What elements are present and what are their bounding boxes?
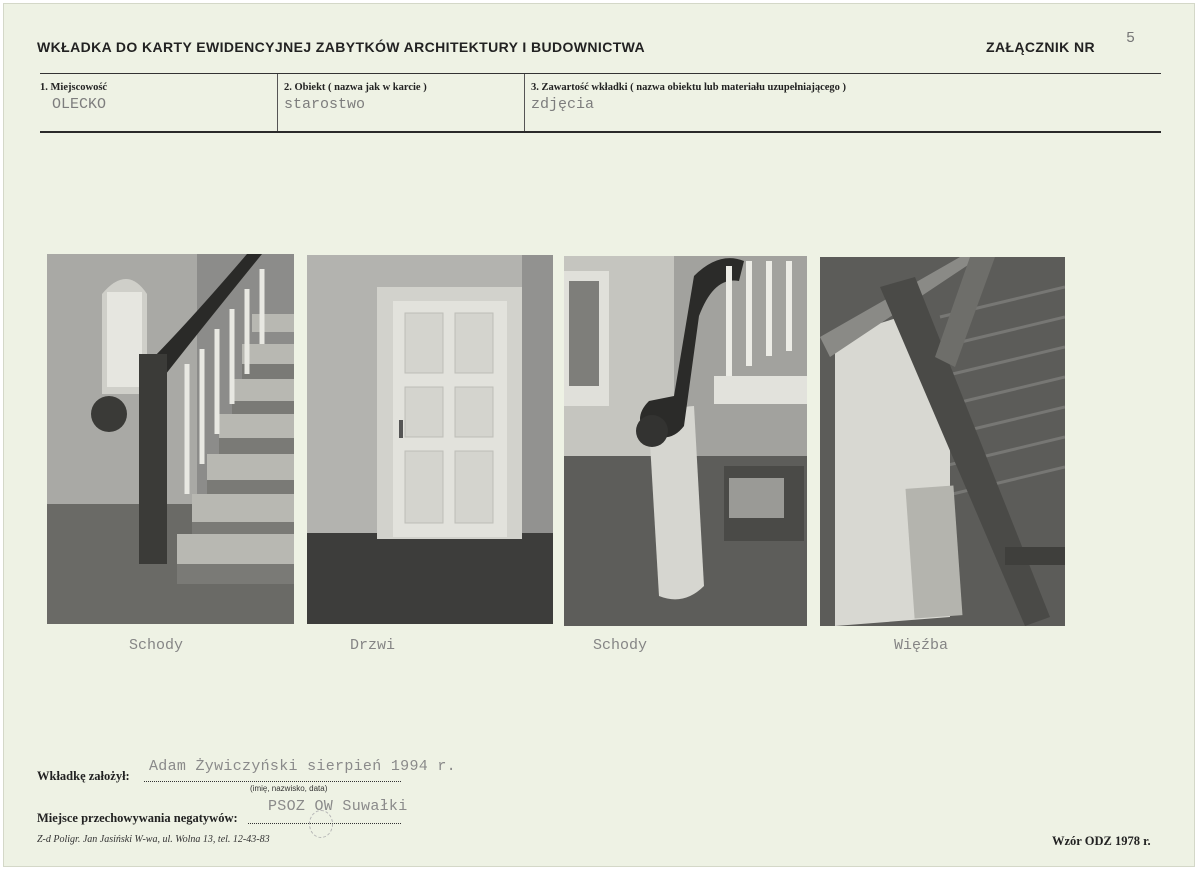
photo-caption: Schody <box>129 637 184 654</box>
field-divider <box>524 74 525 131</box>
author-dotted-line <box>144 781 401 782</box>
photo-caption: Drzwi <box>350 637 396 654</box>
photo-caption: Więźba <box>894 637 949 654</box>
object-value: starostwo <box>284 96 366 113</box>
negatives-label: Miejsce przechowywania negatywów: <box>37 811 238 825</box>
content-value: zdjęcia <box>531 96 595 113</box>
photo-caption: Schody <box>593 637 648 654</box>
negatives-value: PSOZ OW Suwałki <box>268 798 408 815</box>
form-code: Wzór ODZ 1978 r. <box>1052 834 1151 848</box>
roof-truss-photo <box>820 257 1065 626</box>
object-label: 2. Obiekt ( nazwa jak w karcie ) <box>284 82 427 93</box>
location-value: OLECKO <box>52 96 107 113</box>
printer-imprint: Z-d Poligr. Jan Jasiński W-wa, ul. Wolna 13, tel. 12-43-83 <box>37 834 270 845</box>
author-value: Adam Żywiczyński sierpień 1994 r. <box>149 758 456 775</box>
field-divider <box>277 74 278 131</box>
header-bottom-rule <box>40 131 1161 133</box>
annex-label: ZAŁĄCZNIK NR <box>986 39 1096 55</box>
door-photo <box>307 255 553 624</box>
form-title: WKŁADKA DO KARTY EWIDENCYJNEJ ZABYTKÓW ARCHITEKTURY I BUDOWNICTWA <box>37 39 646 55</box>
header-top-rule <box>40 73 1161 74</box>
author-hint: (imię, nazwisko, data) <box>250 784 328 793</box>
form-sheet <box>3 3 1195 867</box>
staircase-photo <box>47 254 294 624</box>
staircase-detail-photo <box>564 256 807 626</box>
content-label: 3. Zawartość wkładki ( nazwa obiektu lub materiału uzupełniającego ) <box>531 82 847 93</box>
annex-number: 5 <box>1126 30 1136 47</box>
author-label: Wkładkę założył: <box>37 769 130 783</box>
location-label: 1. Miejscowość <box>40 82 108 93</box>
